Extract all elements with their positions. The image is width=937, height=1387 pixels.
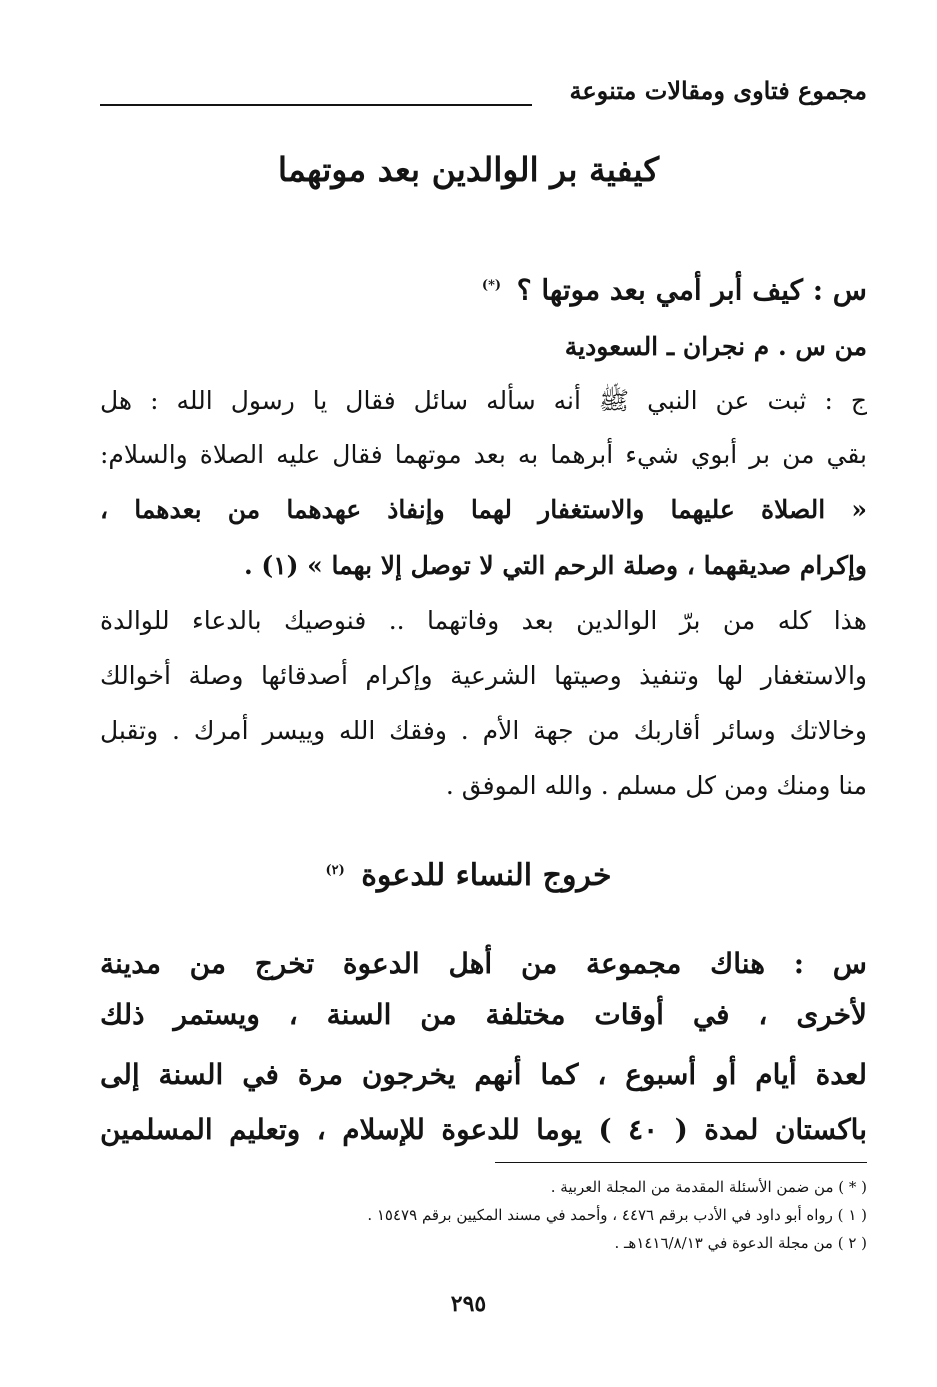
question-1-text: س : كيف أبر أمي بعد موتها ؟ xyxy=(516,273,867,307)
answer-line-6: والاستغفار لها وتنفيذ وصيتها الشرعية وإكرام أصدقائها وصلة أخوالك xyxy=(100,661,867,690)
answer-line-7: وخالاتك وسائر أقاربك من جهة الأم . وفقك الله وييسر أمرك . وتقبل xyxy=(100,716,867,745)
header-rule xyxy=(100,104,532,106)
answer-line-2: بقي من بر أبوي شيء أبرهما به بعد موتهما فقال عليه الصلاة والسلام: xyxy=(100,440,867,469)
section-title-2-text: خروج النساء للدعوة xyxy=(361,858,612,893)
footnote-rule xyxy=(495,1162,867,1163)
footnote-marker-2: (٢) xyxy=(325,863,345,878)
answer-line-3: « الصلاة عليهما والاستغفار لهما وإنفاذ عهدهما من بعدهما ، xyxy=(100,495,867,524)
running-head: مجموع فتاوى ومقالات متنوعة xyxy=(569,76,867,105)
footnote-1: ( ١ ) رواه أبو داود في الأدب برقم ٤٤٧٦ ، وأحمد في مسند المكيين برقم ١٥٤٧٩ . xyxy=(367,1206,867,1224)
section-title-1: كيفية بر الوالدين بعد موتهما xyxy=(277,150,660,189)
answer-line-1: ج : ثبت عن النبي ﷺ أنه سأله سائل فقال يا رسول الله : هل xyxy=(100,386,867,415)
question-2-line-3: لعدة أيام أو أسبوع ، كما أنهم يخرجون مرة في السنة إلى xyxy=(100,1058,867,1091)
question-2-line-1: س : هناك مجموعة من أهل الدعوة تخرج من مدينة xyxy=(100,947,867,980)
answer-line-5: هذا كله من برّ الوالدين بعد وفاتهما .. فنوصيك بالدعاء للوالدة xyxy=(100,606,867,635)
page-number: ٢٩٥ xyxy=(450,1291,487,1317)
section-title-2 xyxy=(0,858,937,893)
answer-line-4: وإكرام صديقهما ، وصلة الرحم التي لا توصل إلا بهما » (١) . xyxy=(243,551,867,580)
answer-line-8: منا ومنك ومن كل مسلم . والله الموفق . xyxy=(445,771,867,800)
footnote-2: ( ٢ ) من مجلة الدعوة في ١٤١٦/٨/١٣هـ . xyxy=(614,1234,867,1252)
question-2-line-2: لأخرى ، في أوقات مختلفة من السنة ، ويستمر ذلك xyxy=(100,998,867,1031)
footnote-marker-star: (*) xyxy=(481,278,502,293)
footnote-star: ( * ) من ضمن الأسئلة المقدمة من المجلة العربية . xyxy=(550,1178,867,1196)
question-2-line-4: باكستان لمدة ( ٤٠ ) يوما للدعوة للإسلام ، وتعليم المسلمين xyxy=(100,1113,867,1146)
question-1 xyxy=(100,266,867,310)
asker-line: من س . م نجران ـ السعودية xyxy=(564,332,867,361)
